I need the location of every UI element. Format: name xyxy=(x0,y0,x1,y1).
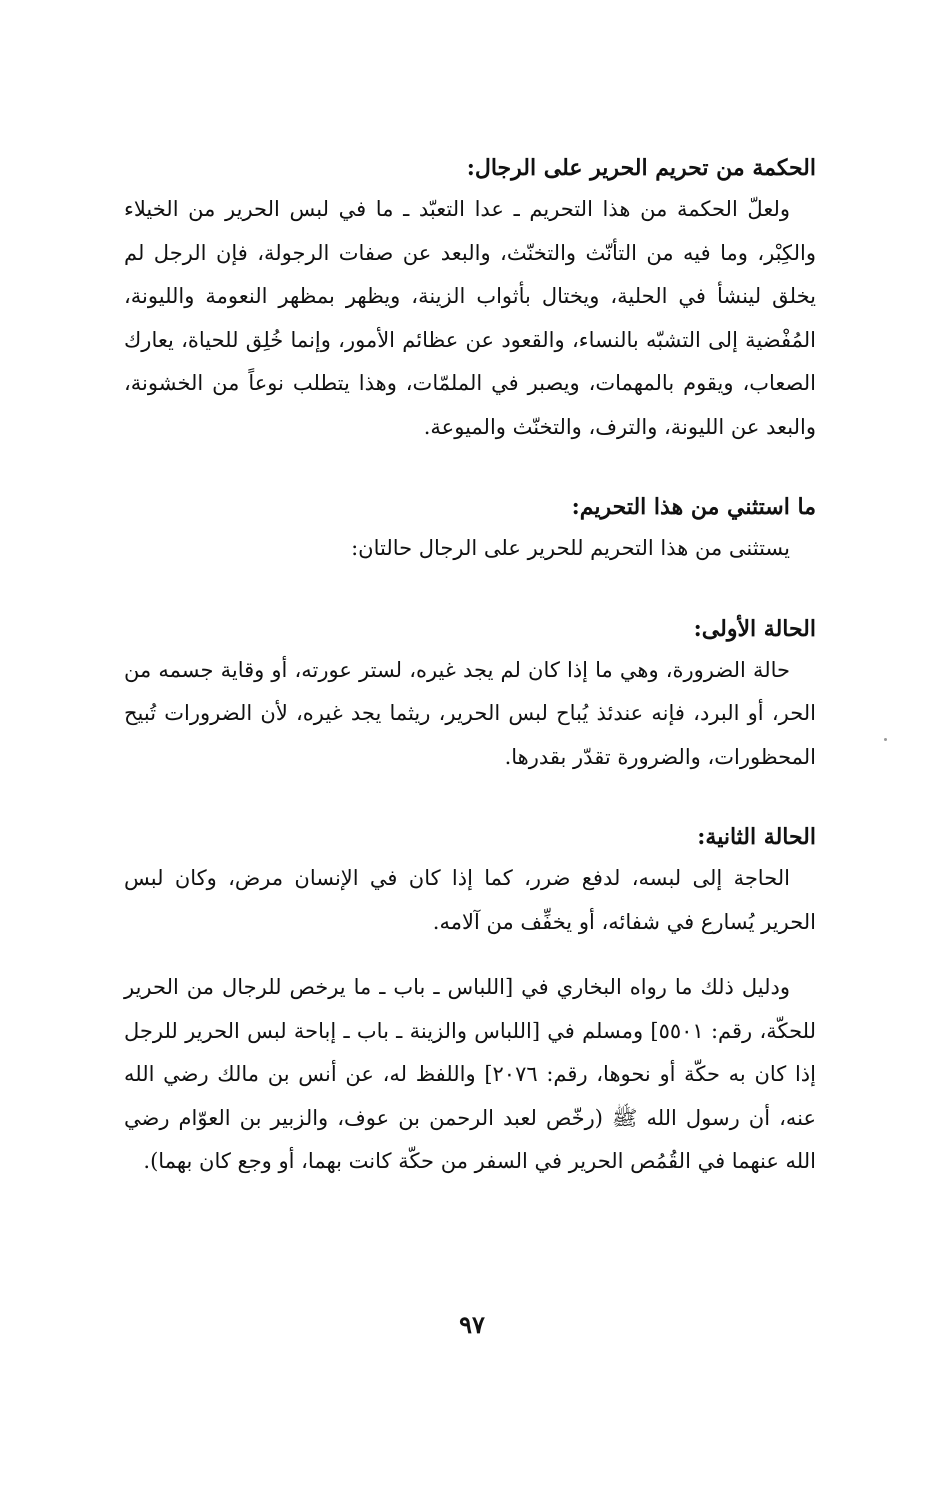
paragraph-evidence: ودليل ذلك ما رواه البخاري في [اللباس ـ باب ـ ما يرخص للرجال من الحرير للحكّة، رقم: ٥٥٠١] ومسلم في [اللباس والزينة ـ باب ـ إباحة لبس الحرير للرجل إذا كان به حكّة أو نحوها، رقم: ٢٠٧٦] واللفظ له، عن أنس بن مالك رضي الله عنه، أن رسول الله ﷺ (رخّص لعبد الرحمن بن عوف، والزبير بن العوّام رضي الله عنهما في القُمُص الحرير في السفر من حكّة كانت بهما، أو وجع كان بهما). xyxy=(124,975,816,1173)
paragraph-first-case: حالة الضرورة، وهي ما إذا كان لم يجد غيره، لستر عورته، أو وقاية جسمه من الحر، أو البرد، فإنه عندئذ يُباح لبس الحرير، ريثما يجد غيره، لأن الضرورات تُبيح المحظورات، والضرورة تقدّر بقدرها. xyxy=(124,657,816,769)
spacer xyxy=(124,779,816,817)
margin-speck xyxy=(884,738,887,741)
spacer xyxy=(124,944,816,966)
page-number: ٩٧ xyxy=(459,1310,485,1339)
spacer xyxy=(124,449,816,487)
heading-exceptions: ما استثني من هذا التحريم: xyxy=(571,494,816,520)
heading-first-case: الحالة الأولى: xyxy=(693,615,816,642)
paragraph-exceptions: يستثنى من هذا التحريم للحرير على الرجال حالتان: xyxy=(351,536,790,560)
paragraph-wisdom: ولعلّ الحكمة من هذا التحريم ـ عدا التعبّد ـ ما في لبس الحرير من الخيلاء والكِبْر، وما فيه من التأنّث والتخنّث، والبعد عن صفات الرجولة، فإن الرجل لم يخلق لينشأ في الحلية، ويختال بأثواب الزينة، ويظهر بمظهر النعومة والليونة، المُفْضية إلى التشبّه بالنساء، والقعود عن عظائم الأمور، وإنما خُلِق للحياة، يعارك الصعاب، ويقوم بالمهمات، ويصبر في الملمّات، وهذا يتطلب نوعاً من الخشونة، والبعد عن الليونة، والترف، والتخنّث والميوعة. xyxy=(124,197,816,439)
heading-wisdom: الحكمة من تحريم الحرير على الرجال: xyxy=(466,155,816,181)
page-body xyxy=(124,148,816,1184)
spacer xyxy=(124,571,816,609)
heading-second-case: الحالة الثانية: xyxy=(697,824,816,850)
paragraph-second-case: الحاجة إلى لبسه، لدفع ضرر، كما إذا كان في الإنسان مرض، وكان لبس الحرير يُسارع في شفائه، أو يخفِّف من آلامه. xyxy=(124,866,816,934)
